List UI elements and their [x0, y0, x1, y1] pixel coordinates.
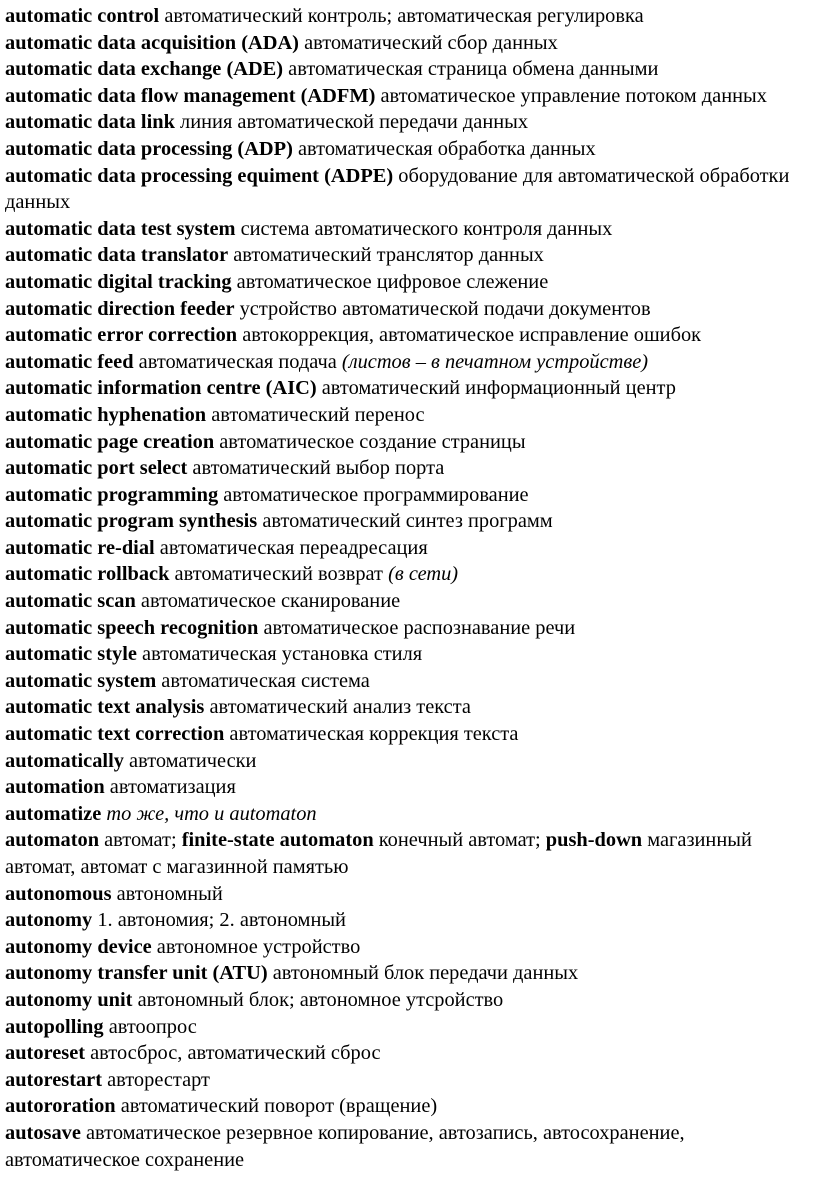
dictionary-entry — [5, 827, 810, 880]
entry-translation: автомат; — [99, 829, 182, 852]
dictionary-entry — [5, 296, 810, 323]
entry-term: autorestart — [5, 1068, 103, 1091]
dictionary-entry — [5, 748, 810, 775]
dictionary-entry — [5, 907, 810, 934]
dictionary-entry — [5, 1014, 810, 1041]
entry-translation: система автоматического контроля данных — [235, 217, 613, 240]
entry-term: automatic rollback — [5, 563, 170, 586]
entry-translation: оборудование для автоматической обработки данных — [5, 164, 790, 214]
entry-note: то же, что и automaton — [106, 802, 317, 825]
entry-translation: автоматическое цифровое слежение — [231, 270, 549, 293]
entry-translation: автоматический выбор порта — [187, 457, 445, 480]
entry-term: automatically — [5, 749, 124, 772]
dictionary-entry — [5, 774, 810, 801]
dictionary-entry — [5, 109, 810, 136]
entry-term: autororation — [5, 1095, 116, 1118]
dictionary-entry — [5, 163, 810, 216]
dictionary-entry — [5, 3, 810, 30]
entry-term: automatic text correction — [5, 723, 225, 746]
entry-term: automatic data link — [5, 111, 175, 134]
entry-translation: авторестарт — [102, 1068, 210, 1091]
dictionary-entry — [5, 535, 810, 562]
entry-term: automatic data test system — [5, 217, 236, 240]
entry-term: automatic control — [5, 5, 160, 27]
entry-term: automatic data processing equiment (ADPE) — [5, 164, 394, 187]
entry-translation: автосброс, автоматический сброс — [85, 1042, 381, 1065]
dictionary-entry — [5, 402, 810, 429]
entry-term: automaton — [5, 829, 100, 852]
entry-translation: автоматическая страница обмена данными — [283, 58, 659, 81]
dictionary-entry — [5, 934, 810, 961]
entry-translation: автоматически — [123, 749, 257, 772]
entry-translation: автономное устройство — [151, 935, 361, 958]
dictionary-entry — [5, 588, 810, 615]
entry-term: automatic hyphenation — [5, 403, 207, 426]
dictionary-entry — [5, 508, 810, 535]
entry-translation: автоматический транслятор данных — [228, 244, 544, 267]
dictionary-entry — [5, 615, 810, 642]
entry-translation: автокоррекция, автоматическое исправление ошибок — [237, 324, 702, 347]
dictionary-entry — [5, 242, 810, 269]
dictionary-entry — [5, 987, 810, 1014]
dictionary-entry — [5, 1093, 810, 1120]
entry-term: autoreset — [5, 1042, 86, 1065]
entry-translation: автономный — [111, 882, 223, 905]
entry-term: automatic port select — [5, 457, 188, 480]
entry-translation: автоматизация — [104, 776, 236, 799]
entry-term: autonomous — [5, 882, 112, 905]
entry-term: automatize — [5, 802, 102, 825]
entry-note: (в сети) — [388, 563, 459, 586]
entry-translation: автоматическое создание страницы — [214, 430, 526, 453]
entry-term: automatic system — [5, 669, 157, 692]
dictionary-entry — [5, 322, 810, 349]
entry-term: automatic program synthesis — [5, 510, 258, 533]
entry-term: automatic data acquisition (ADA) — [5, 31, 299, 54]
entry-translation: автоматическая переадресация — [154, 536, 428, 559]
entry-translation: автоматическое программирование — [218, 483, 529, 506]
dictionary-entry — [5, 1067, 810, 1094]
entry-term: autonomy device — [5, 935, 152, 958]
entry-translation: автономный блок; автономное утсройство — [132, 988, 504, 1011]
dictionary-entry — [5, 881, 810, 908]
entry-term: automation — [5, 776, 105, 799]
dictionary-entry — [5, 641, 810, 668]
entry-translation: автономный блок передачи данных — [267, 962, 579, 985]
entry-translation: автоматический перенос — [206, 403, 425, 426]
entry-term: push-down — [545, 829, 643, 852]
entry-translation: автоматический сбор данных — [298, 31, 558, 54]
entry-term: automatic information centre (AIC) — [5, 377, 317, 400]
entry-translation: автоопрос — [103, 1015, 197, 1038]
entry-translation: автоматический возврат — [169, 563, 389, 586]
entry-translation: автоматическое резервное копирование, автозапись, автосохранение, автоматическое сохранение — [5, 1121, 685, 1171]
entry-term: automatic re-dial — [5, 536, 155, 559]
entry-translation: автоматическая подача — [133, 350, 342, 373]
dictionary-entry — [5, 455, 810, 482]
entry-term: automatic style — [5, 643, 137, 666]
dictionary-entry — [5, 1040, 810, 1067]
entry-term: automatic page creation — [5, 430, 215, 453]
entry-term: automatic text analysis — [5, 696, 205, 719]
dictionary-entry — [5, 83, 810, 110]
dictionary-entry — [5, 349, 810, 376]
entry-term: automatic digital tracking — [5, 270, 232, 293]
dictionary-entry — [5, 269, 810, 296]
entry-translation: линия автоматической передачи данных — [174, 111, 529, 134]
entry-note: (листов – в печатном устройстве) — [341, 350, 649, 373]
dictionary-entry — [5, 429, 810, 456]
dictionary-entry — [5, 694, 810, 721]
dictionary-entry — [5, 668, 810, 695]
entry-translation: автоматический синтез программ — [257, 510, 553, 533]
entry-translation: автоматический информационный центр — [316, 377, 676, 400]
entry-term: automatic speech recognition — [5, 616, 259, 639]
dictionary-entry — [5, 561, 810, 588]
dictionary-entry — [5, 960, 810, 987]
entry-translation: автоматическая обработка данных — [292, 137, 596, 160]
entry-translation: 1. автономия; 2. автономный — [92, 909, 346, 932]
entry-translation: автоматическое сканирование — [135, 590, 401, 613]
dictionary-entry — [5, 56, 810, 83]
entry-translation: автоматическая установка стиля — [136, 643, 423, 666]
entry-translation: автоматический анализ текста — [204, 696, 471, 719]
entry-term: finite-state automaton — [181, 829, 374, 852]
entry-term: automatic data processing (ADP) — [5, 137, 293, 160]
entry-term: automatic programming — [5, 483, 219, 506]
dictionary-entry — [5, 136, 810, 163]
entry-translation: устройство автоматической подачи документов — [234, 297, 651, 320]
entry-translation: магазинный автомат, автомат с магазинной памятью — [5, 829, 752, 878]
entry-term: autonomy transfer unit (ATU) — [5, 962, 268, 985]
entry-translation: автоматическая коррекция текста — [224, 723, 519, 746]
dictionary-entry — [5, 30, 810, 57]
entry-term: autopolling — [5, 1015, 104, 1038]
entry-translation: автоматическое распознавание речи — [258, 616, 576, 639]
entry-term: automatic data flow management (ADFM) — [5, 84, 376, 107]
entry-translation: автоматическая система — [156, 669, 370, 692]
entry-term: automatic feed — [5, 350, 134, 373]
dictionary-entry — [5, 721, 810, 748]
entry-term: autosave — [5, 1121, 81, 1144]
entry-translation: автоматический контроль; автоматическая регулировка — [159, 5, 644, 27]
dictionary-entry — [5, 1120, 810, 1173]
entry-translation: автоматическое управление потоком данных — [375, 84, 767, 107]
entry-term: autonomy — [5, 909, 93, 932]
entry-term: automatic data exchange (ADE) — [5, 58, 284, 81]
entry-term: automatic direction feeder — [5, 297, 235, 320]
entry-term: autonomy unit — [5, 988, 133, 1011]
dictionary-entry — [5, 216, 810, 243]
dictionary-entry — [5, 375, 810, 402]
entry-translation: автоматический поворот (вращение) — [115, 1095, 438, 1118]
entry-term: automatic data translator — [5, 244, 229, 267]
entry-term: automatic error correction — [5, 324, 238, 347]
entry-translation: конечный автомат; — [373, 829, 546, 852]
dictionary-entry — [5, 482, 810, 509]
dictionary-entry — [5, 801, 810, 828]
entry-term: automatic scan — [5, 590, 136, 613]
